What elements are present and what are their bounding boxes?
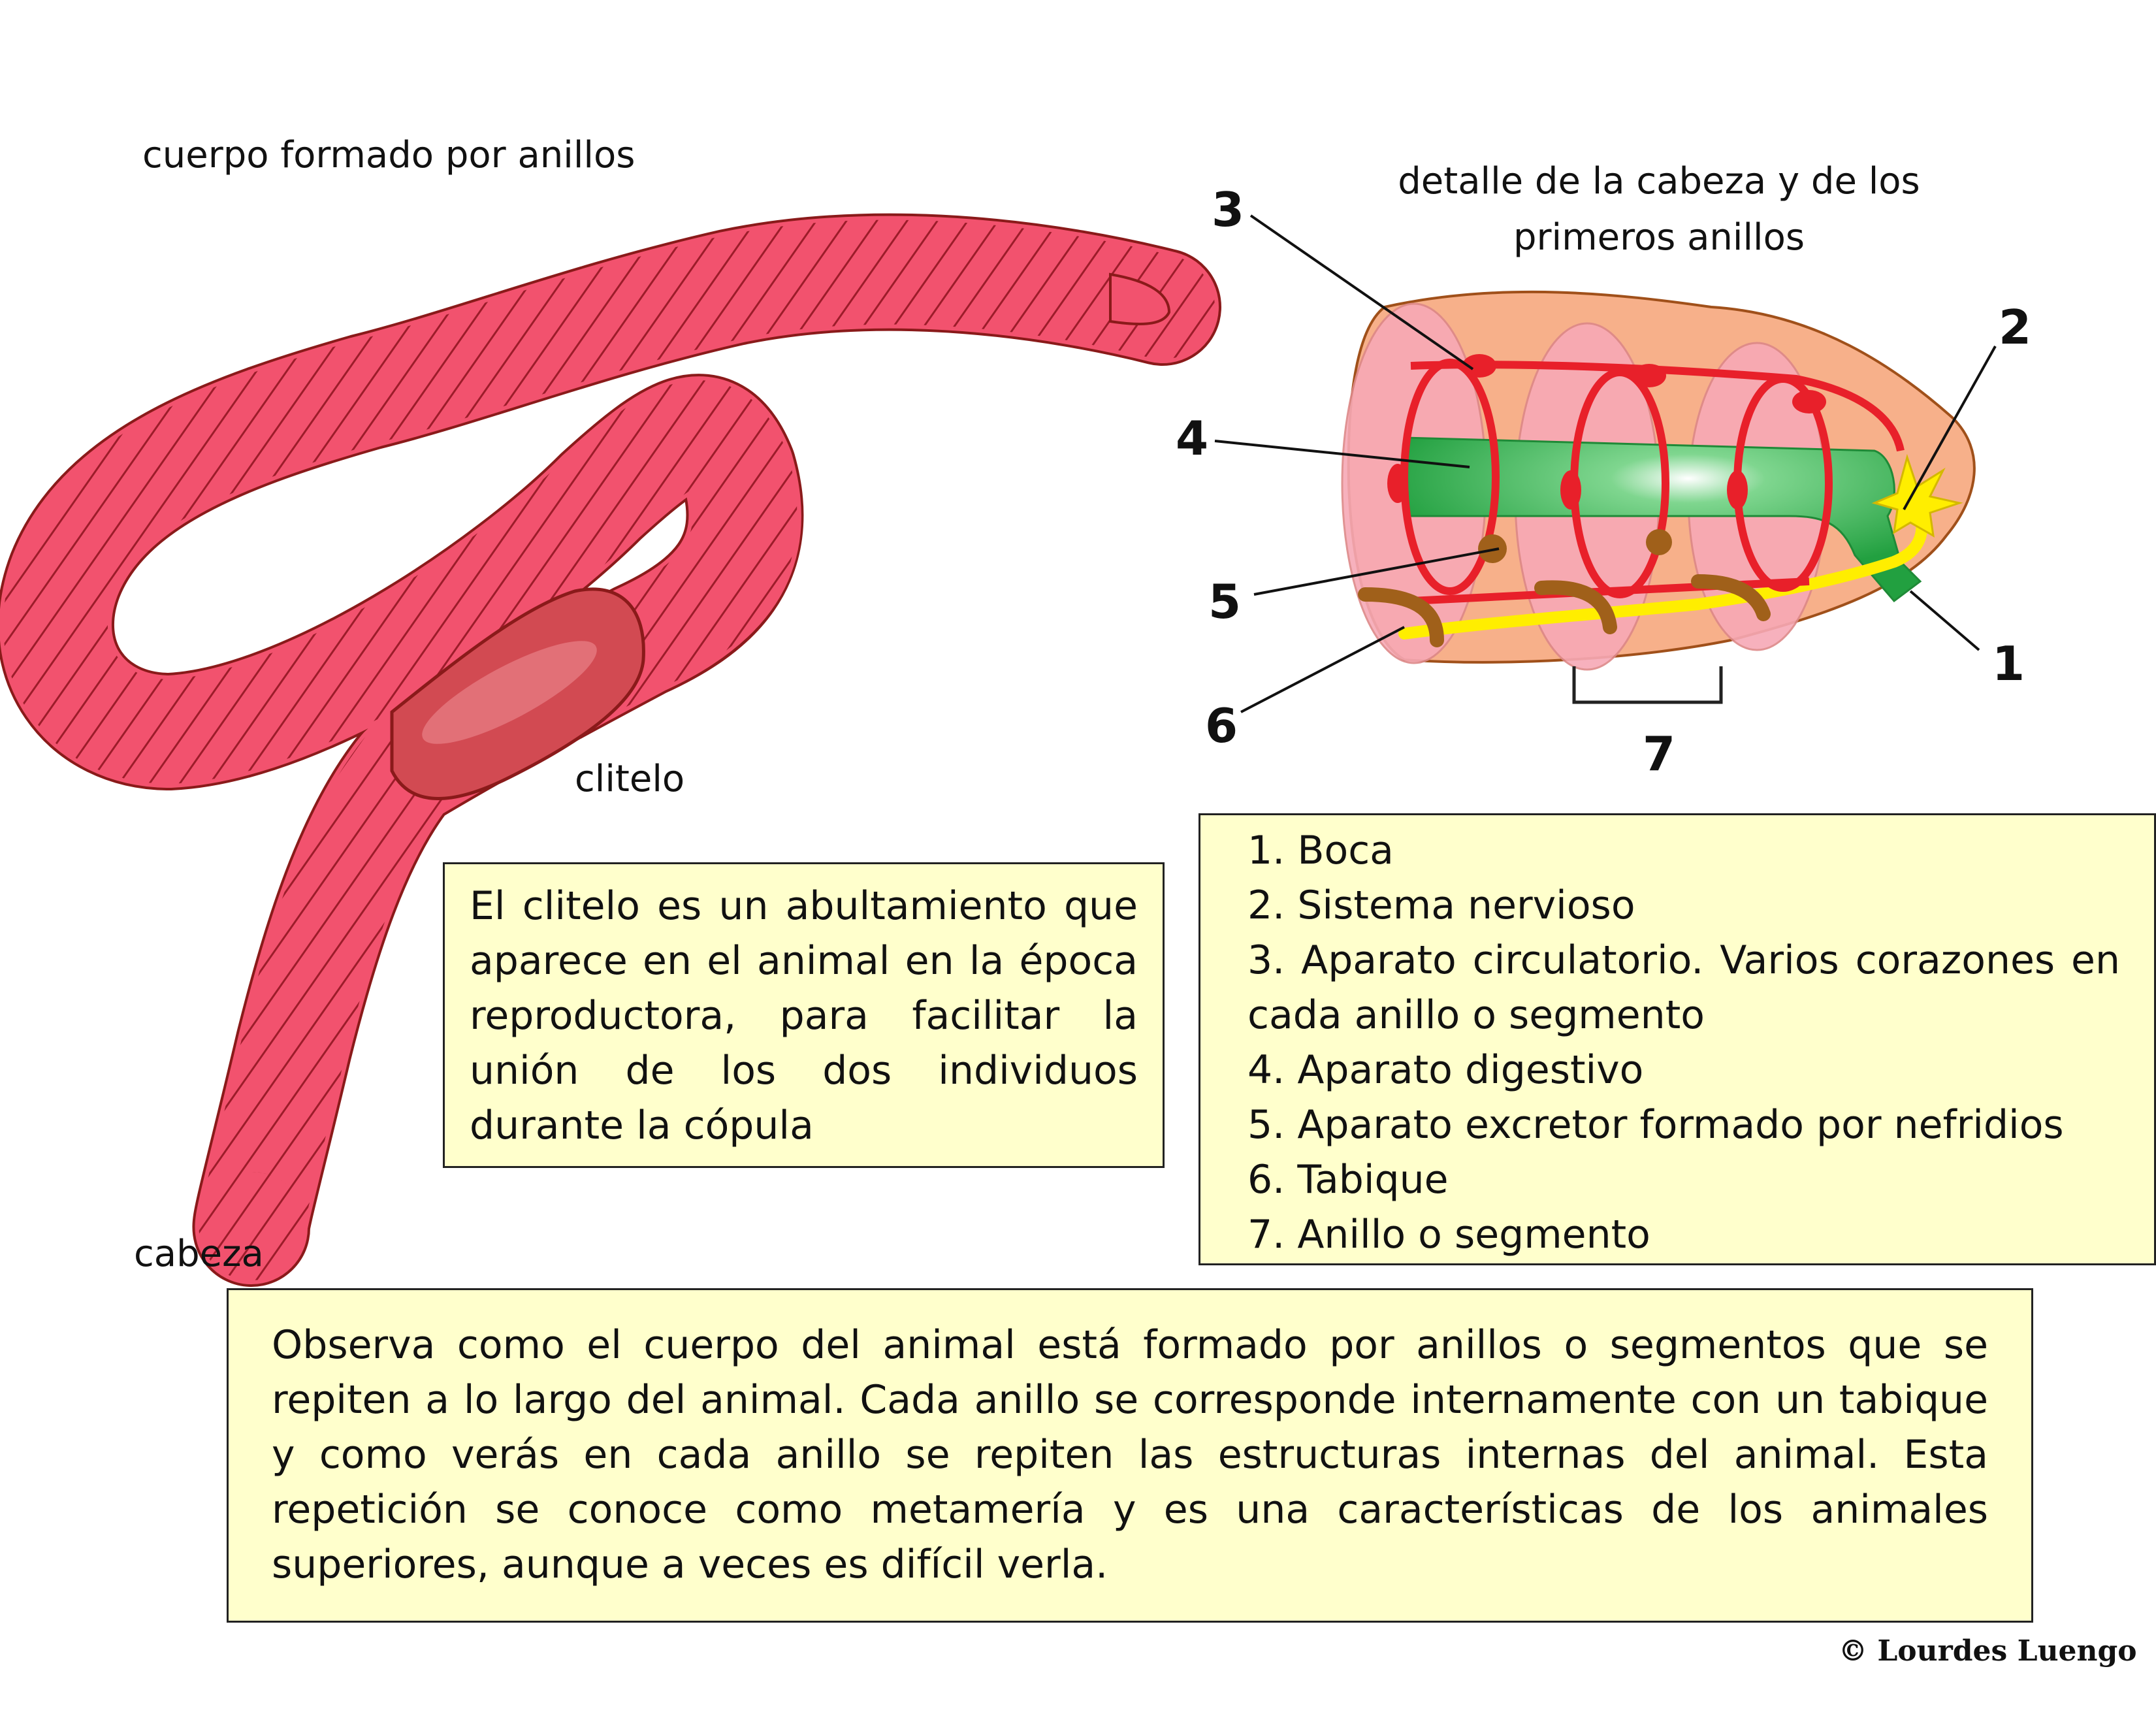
legend-item: 2. Sistema nervioso [1247, 883, 1635, 928]
label-3: 3 [1212, 182, 1245, 237]
legend-item: 1. Boca [1247, 828, 1394, 873]
copyright: © Lourdes Luengo [1839, 1634, 2137, 1668]
clitelo-info-box [443, 862, 1165, 1168]
metameria-info-text: Observa como el cuerpo del animal está formado por anillos o segmentos que se repiten a lo largo del animal. Cada anillo se corresponde internamente con un tabique y como verás en cada anillo se repiten las estructuras internas del animal. Esta repetición se conoce como metamería y es una características de los animales superiores, aunque a veces es difícil verla. [272, 1322, 1988, 1587]
metameria-info-box [227, 1288, 2033, 1623]
legend-item: 6. Tabique [1247, 1157, 1449, 1203]
clitelo-label: clitelo [575, 758, 685, 800]
legend-item: 4. Aparato digestivo [1247, 1047, 1644, 1093]
label-4: 4 [1176, 411, 1209, 466]
label-7: 7 [1643, 726, 1676, 781]
legend-item: 3. Aparato circulatorio. Varios corazones en cada anillo o segmento [1247, 937, 2120, 1038]
legend-list [1247, 823, 2120, 1262]
worm-body-label: cuerpo formado por anillos [142, 134, 636, 176]
segment-bracket [1574, 666, 1721, 702]
head-detail [1215, 216, 1995, 712]
label-1: 1 [1992, 636, 2025, 691]
label-2: 2 [1999, 300, 2032, 355]
label-5: 5 [1208, 574, 1242, 629]
detail-title: detalle de la cabeza y de los primeros anillos [1398, 160, 1920, 259]
label-6: 6 [1205, 698, 1238, 753]
legend-item: 7. Anillo o segmento [1247, 1212, 1650, 1257]
clitelo-info-text: El clitelo es un abultamiento que aparece en el animal en la época reproductora, para facilitar la unión de los dos individuos durante la cópula [470, 883, 1138, 1148]
head-label: cabeza [134, 1233, 264, 1275]
legend-item: 5. Aparato excretor formado por nefridios [1247, 1102, 2064, 1148]
legend-box [1199, 813, 2156, 1265]
